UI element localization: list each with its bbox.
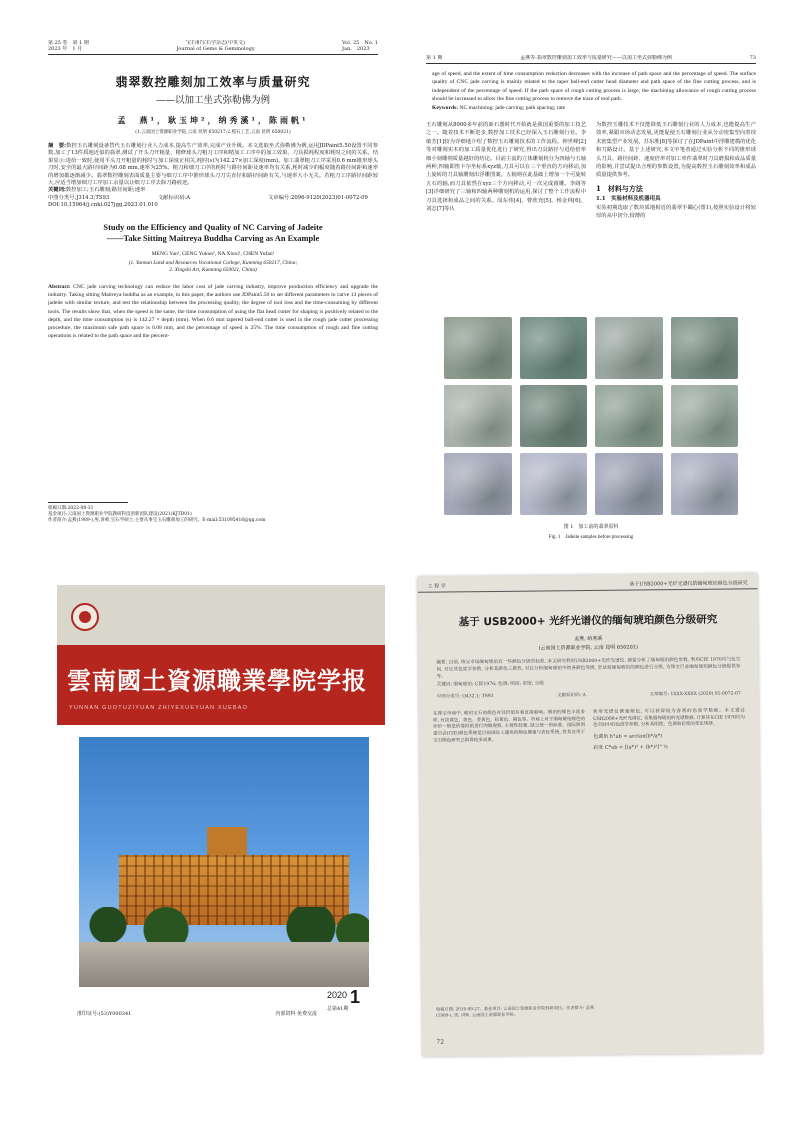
cover-bottom-line: [77, 1010, 317, 1017]
amber-keywords: 关键词: 缅甸琥珀; CIE1976; 色调; 明度; 彩度; 分级: [436, 681, 544, 688]
jadeite-sample-grid: [444, 317, 738, 515]
jadeite-sample-2: [520, 317, 588, 379]
amber-classification-row: [437, 691, 741, 700]
abstract-cn-text: 数控玉石雕刻设备替代玉石雕刻行业人力成本,提高生产效率,完成产业升级。本文选取坐式弥勒佛为例,运用JDPaint5.50设置不同参数,加工了13件质地近似的翡翠,测试了开头刀开粗量、精修球头刀粗刀工序和精加工工序中的加工效果、刀具损耗程度和耗时之间的关系。结果显示:进给一致时,使用平头刀开粗量的耗时与加工深度正相关,耗时(s)为142.27×加工深度(mm)。加工翡翠粗刀工序采用0.6 mm锥形球头刀时,安全的最大路径间距为0.08 mm,速率为25%。粗刀和细刀工序的耗时与路径间距及速率均有关系,耗时减少的幅度随着路径间距和速率的增加都逐渐减少。翡翠数控雕刻表面质量主要与细刀工序中锥形球头刀刀尖直径和路径间距有关,与速率大小无关。若粗刀工序路径间距较大,应适当增加细刀工序加工余量以让细刀工序去除刀路痕迹。: [48, 143, 378, 187]
jadeite-sample-11: [595, 453, 663, 515]
clc-number: 中图分类号:J314.3;TS93: [48, 194, 110, 201]
keywords-en: [426, 104, 756, 112]
journal-name: 雲南國土資源職業學院学报: [67, 666, 367, 695]
running-header-2: [426, 55, 756, 64]
jadeite-sample-1: [444, 317, 512, 379]
amber-page-number: 72: [436, 1038, 445, 1046]
registration-number: 准印证号:(53)Y000341: [77, 1011, 132, 1017]
cover-total-issue: 总第41期: [327, 1006, 349, 1012]
paper-authors-cn: 孟 燕¹，耿玉坤²，纳秀溪¹，陈雨帆¹: [117, 115, 309, 125]
figure-caption-cn: 图 1 加工前的翡翠原料: [563, 524, 619, 530]
cover-issue-number: 1: [350, 987, 361, 1007]
keywords-cn: [48, 187, 378, 194]
affiliation-en-line2: 2. Xingshi Art, Kunming 650021, China): [169, 266, 257, 273]
header-journal-en: Journal of Gems & Gemmology: [176, 46, 255, 52]
paper-title-en-line1: Study on the Efficiency and Quality of NC Carving of Jadeite: [103, 222, 323, 232]
body-column-right: [596, 121, 756, 220]
first-page-footnote: [48, 502, 378, 525]
paper-title-en: [48, 222, 378, 244]
amber-footnote: 收稿日期: 2019-09-27。基金项目: 云南国土资源职业学院科研项目。作者简介: 孟燕(1989-), 男, 讲师, 云南国土资源职业学院。: [435, 1004, 595, 1018]
jadeite-sample-10: [520, 453, 588, 515]
amber-doc-code: 文献标识码: A: [557, 693, 586, 699]
paper-affiliation-cn: (1.云南国土资源职业学院,云南 昆明 650217;2.熙石工艺,云南 昆明 650021): [135, 130, 291, 135]
header-journal-cn: 宝石和宝石学杂志(中英文): [186, 40, 245, 46]
paper-title-cn: 翡翠数控雕刻加工效率与质量研究: [115, 75, 311, 89]
author-bio: 作者简介:孟燕(1989-),男,讲师,宝石学硕士,主要从事宝玉石雕刻加工的研究。E-mail:531095416@qq.com: [48, 518, 266, 524]
doi: DOI:10.15964/j.cnki.027jgg.2023.01.010: [48, 202, 158, 209]
header-volume-en: Vol. 25 No. 1: [342, 40, 378, 46]
affiliation-en-line1: (1. Yunnan Land and Resources Vocational College, Kunming 650217, China;: [128, 259, 298, 266]
abstract-en-label: Abstract:: [48, 283, 71, 290]
keywords-label: 关键词:: [48, 187, 66, 194]
plaza: [79, 942, 369, 987]
amber-header-left: 工 程 学: [427, 583, 446, 590]
header-article-title: 孟燕等:翡翠数控雕刻加工效率与质量研究——以加工坐式弥勒佛为例: [520, 55, 672, 61]
classification-row: [48, 195, 378, 202]
jadeite-sample-5: [444, 385, 512, 447]
article-number: 文章编号:2096-9120(2023)01-0072-09: [268, 194, 368, 201]
amber-header-right: 基于USB2000+光纤光谱仪的缅甸琥珀颜色分级研究: [629, 580, 748, 588]
journal-cover: [57, 585, 385, 1035]
jadeite-sample-4: [671, 317, 739, 379]
body-column-right-text: 为数控玉雕技术不仅能降低玉石雕刻行业的人力成本,也能提高生产效率,紧跟市场动态发展,更能促使玉石雕刻行业从分动密集型向着技术密集型产业发展。苏东胜[8]等探讨了在JDPaint中浮雕建模的优化和刀路设计。基于上述研究,本文中笔者通过实验分析不同的锥形球头刀具、路径间距、速度倍率对加工单件翡翠时刀具磨损和成品质量的影响,并尝试提出合理的参数设置,为提高数控玉石雕刻效率和成品质量提供参考。: [596, 122, 756, 179]
building-tower: [207, 827, 247, 857]
figure-jadeite-samples: [444, 317, 738, 515]
section-heading: 1 材料与方法: [596, 183, 643, 193]
abstract-en: [48, 283, 378, 341]
jadeite-sample-9: [444, 453, 512, 515]
paper-authors-en: MENG Yan¹, GENG Yukun², NA Xiuxi¹, CHEN Yufan¹: [151, 250, 275, 257]
figure-caption-en: Fig. 1 Jadeite samples before processing: [548, 535, 634, 540]
keywords-en-text: NC machining; jade carving; path spacing; rate: [459, 104, 566, 111]
paper-page-first: [48, 40, 378, 540]
jadeite-sample-12: [671, 453, 739, 515]
amber-paper-affiliation: (云南国土资源职业学院, 云南 昆明 650201): [538, 644, 638, 652]
amber-abstract: 摘要: 目前, 珠宝市场缅甸琥珀有一些颜色分级的标准, 本文研究利用USB2000+光纤光谱仪, 测量分析了缅甸琥珀颜色参数, 利用CIE 1976均匀色空间, 对比其色度学参数, 分析其颜色三属性, 对比分析缅甸琥珀中的各颜色等级, 尝试将缅甸琥珀的颜色进行分级, 为珠宝行业缅甸琥珀颜色分级提供参考。: [436, 657, 741, 680]
keywords-cn-text: 数控加工;玉石雕刻;路径间距;速率: [65, 187, 146, 194]
paper-subtitle-cn: ——以加工坐式弥勒佛为例: [155, 95, 270, 106]
abstract-en-text: CNC jade carving technology can reduce the labor cost of jade carving industry, improve production efficiency and upgrade the industry. Taking sitting Maitreya buddha as an example, in this paper, the authors use JDPaint5.50 to set different parameters to carve 13 pieces of jadeite with similar texture, and test the relationship between the processing quality, the degree of tool loss and the time-consuming by different tools. The results show that, when the speed is the same, the time consumption of using the flat head cutter for shaping is positively related to the depth, and the time consumption (s) is 142.27 × depth (mm). When 0.6 mm tapered ball-end cutter is used in the rough jade cutter processing procedure, the maximum safe path space is 0.08 mm, and the percentage of speed is 25%. The time consumption of rough and fine cutting operations is related to the path space and the percent-: [48, 283, 378, 340]
keywords-en-label: Keywords:: [432, 104, 459, 111]
paper-affiliation-en: [48, 260, 378, 274]
subsection-heading: 1.1 实验材料及机器用具: [596, 196, 661, 203]
amber-body-right-text: 利用光谱仪测量颜色, 可以获得较为客观的色度学数据。本文通过USB2000+光纤光谱仪, 采集缅甸琥珀的光谱数据, 计算其在CIE 1976均匀色空间中的色度学参数, 分析其明度、色调和彩度的变化规律。: [592, 708, 746, 729]
amber-body-right: [593, 709, 745, 752]
jadeite-sample-3: [595, 317, 663, 379]
running-header: [48, 40, 378, 55]
amber-body-columns: [433, 709, 745, 753]
journal-pinyin: YUNNAN GUOTUZIYUAN ZHIYEXUEYUAN XUEBAO: [69, 705, 249, 711]
amber-paper-photo: [417, 573, 762, 1057]
header-date-en: Jan. 2023: [342, 46, 370, 52]
received-date: 收稿日期:2022-08-31: [48, 506, 94, 511]
cover-title-band: [57, 645, 385, 725]
amber-paper-authors: 孟燕, 纳秀溪: [574, 635, 603, 643]
abstract-label: 摘 要:: [48, 143, 67, 149]
college-emblem-icon: [71, 603, 99, 631]
hue-angle-formula: 色调角 h°ab = arctan(b*/a*): [593, 733, 663, 740]
amber-body-left: 在珠宝市场中, 琥珀宝石的颜色对其价值有着直接影响。琥珀的颜色丰富多样, 有淡黄色、黄色、金黄色、棕黄色、褐色等。市场上对于缅甸琥珀颜色的评价一般是依靠经验进行肉眼观察, 主观性较强, 缺乏统一的标准。国际照明委员会(CIE)颜色系统是目前国际上通用的颜色测量与表征系统, 将其应用于宝石颜色研究已取得较多成果。: [432, 710, 586, 744]
header-page-number: 73: [749, 55, 756, 61]
cover-year: 2020: [327, 990, 348, 1000]
jadeite-sample-6: [520, 385, 588, 447]
jadeite-sample-8: [671, 385, 739, 447]
funding-note: 基金项目:云南国土资源职业学院教研科技创新团队建设(2021)KJTD01): [48, 512, 192, 518]
internal-material-note: 内部资料 免费交流: [275, 1011, 317, 1017]
amber-clc: 中图分类号: O432.1; TS93: [436, 694, 494, 700]
amber-paper-title: 基于 USB2000+ 光纤光谱仪的缅甸琥珀颜色分级研究: [458, 613, 718, 629]
amber-running-header: [417, 573, 757, 593]
jadeite-sample-7: [595, 385, 663, 447]
abstract-en-continued: age of speed, and the extent of time consumption reduction decreases with the increase of path space and the percentage of speed. The surface quality of CNC jade carving is mainly related to the taper ball-end cutter head diameter and path space of the fine cutting process, and is independent of the percentage of speed. If the path space of rough cutting process is large, the machining allowance of rough cutting process should be increased to allow the fine cutting process to remove the trace of tool path.: [432, 71, 756, 103]
header-volume: 第 25 卷 第 1 期: [48, 40, 89, 46]
footnote-rule: [48, 502, 128, 503]
header-issue: 第 1 期: [426, 55, 443, 61]
body-column-left: 玉石雕刻从8000多年前的新石器时代开始就是我国重要的加工技艺之一。随着技术不断进步,数控加工技术已经深入玉石雕刻行业。李敏芳[1]较为详细地介绍了数控玉石雕刻技术的工作流程。钟世峰[2]等对雕刻实木的加工质量优化进行了研究,得出刀具路径与进给倍率细小刻雕削质量越好的结论。目前主流的立体雕刻机分为四轴与五轴两种,四轴即笛卡尔坐标系xyz轴,刀具可以在三个垂直的方向移动,加上旋转的刀具轴雕刻出浮雕图案。五轴则在此基础上增加一个可旋转五石的轴,而刀具依然在xyz三个方向移动,可一次完成圆雕。李阔等[3]详细研究了三轴和四轴两种雕刻机的运用,探讨了整个工作流程中刀具选择和成品之间的关系。闵东伟[4]、曹欣充[5]、杨金林[6]、刘志[7]等认: [426, 122, 586, 213]
abstract-cn: [48, 143, 378, 187]
chroma-formula: 彩度 C*ab = [(a*)² + (b*)²]^½: [593, 743, 669, 751]
cover-campus-photo: [79, 737, 369, 987]
document-code: 文献标识码:A: [158, 194, 191, 201]
body-column-right-cont: 实验初期选取了数块质地相近的翡翠手镯心(图1),按照实验设计将较厚的从中切分,较薄的: [596, 204, 756, 220]
header-date: 2023 年 1 月: [48, 46, 83, 52]
amber-article-no: 文章编号: 1XXX-XXXX (2020) 01-0072-07: [649, 691, 741, 698]
body-columns: [426, 121, 756, 220]
cover-top-band: [57, 585, 385, 645]
paper-page-second: [426, 55, 756, 555]
paper-title-en-line2: ——Take Sitting Maitreya Buddha Carving as An Example: [106, 233, 320, 243]
